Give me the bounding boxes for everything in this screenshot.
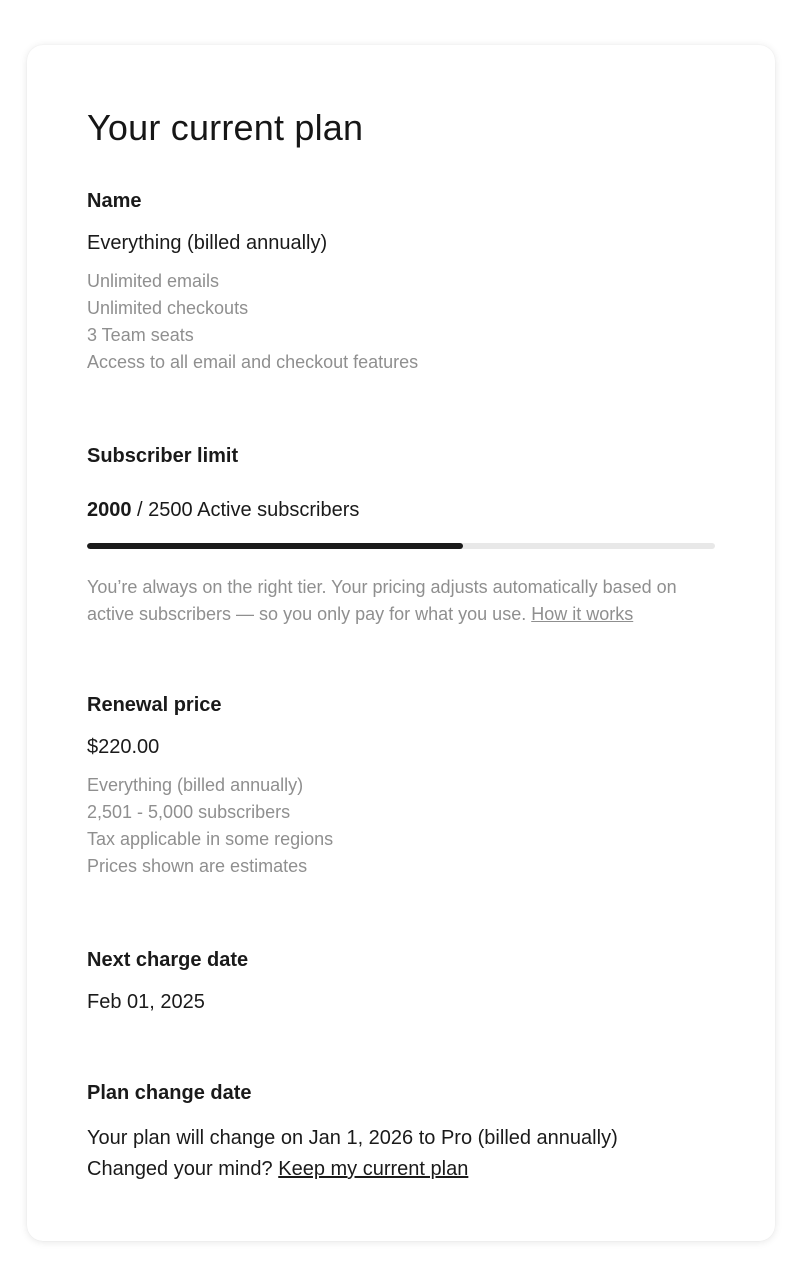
- subscriber-progress-fill: [87, 543, 463, 549]
- plan-change-message: Your plan will change on Jan 1, 2026 to Pro (billed annually): [87, 1127, 618, 1149]
- renewal-section: [87, 693, 715, 880]
- count-separator: /: [131, 499, 149, 521]
- subscriber-count: [87, 498, 715, 522]
- page-title: Your current plan: [87, 107, 364, 148]
- plan-features-list: [87, 268, 715, 376]
- renewal-detail-item: Prices shown are estimates: [87, 856, 308, 876]
- plan-name-value: Everything (billed annually): [87, 232, 328, 254]
- plan-feature-item: Access to all email and checkout features: [87, 352, 419, 372]
- plan-card: [27, 45, 775, 1241]
- keep-current-plan-link[interactable]: Keep my current plan: [278, 1158, 469, 1180]
- changed-mind-text: Changed your mind?: [87, 1158, 279, 1180]
- next-charge-section: [87, 948, 715, 1014]
- next-charge-value: Feb 01, 2025: [87, 991, 205, 1013]
- renewal-price-value: $220.00: [87, 736, 160, 758]
- name-section: [87, 189, 715, 376]
- how-it-works-link[interactable]: How it works: [531, 604, 634, 624]
- pricing-help-body: You’re always on the right tier. Your pricing adjusts automatically based on active subscribers — so you only pay for what you use.: [87, 577, 677, 624]
- active-subscriber-count: 2000: [87, 499, 132, 521]
- pricing-help-text: [87, 574, 715, 628]
- subscriber-limit-text: 2500 Active subscribers: [148, 499, 360, 521]
- renewal-detail-item: Tax applicable in some regions: [87, 829, 334, 849]
- next-charge-label: Next charge date: [87, 949, 249, 971]
- keep-plan-line: [87, 1154, 715, 1185]
- subscriber-limit-label: Subscriber limit: [87, 445, 239, 467]
- renewal-detail-item: 2,501 - 5,000 subscribers: [87, 802, 291, 822]
- plan-change-label: Plan change date: [87, 1082, 252, 1104]
- plan-feature-item: 3 Team seats: [87, 325, 194, 345]
- subscriber-limit-section: [87, 444, 715, 522]
- renewal-price-label: Renewal price: [87, 694, 222, 716]
- renewal-details-list: [87, 772, 715, 880]
- name-label: Name: [87, 190, 142, 212]
- subscriber-progress-bar: [87, 543, 715, 549]
- plan-feature-item: Unlimited emails: [87, 271, 220, 291]
- plan-feature-item: Unlimited checkouts: [87, 298, 249, 318]
- plan-change-text: [87, 1123, 715, 1185]
- renewal-detail-item: Everything (billed annually): [87, 775, 304, 795]
- plan-change-section: [87, 1081, 715, 1185]
